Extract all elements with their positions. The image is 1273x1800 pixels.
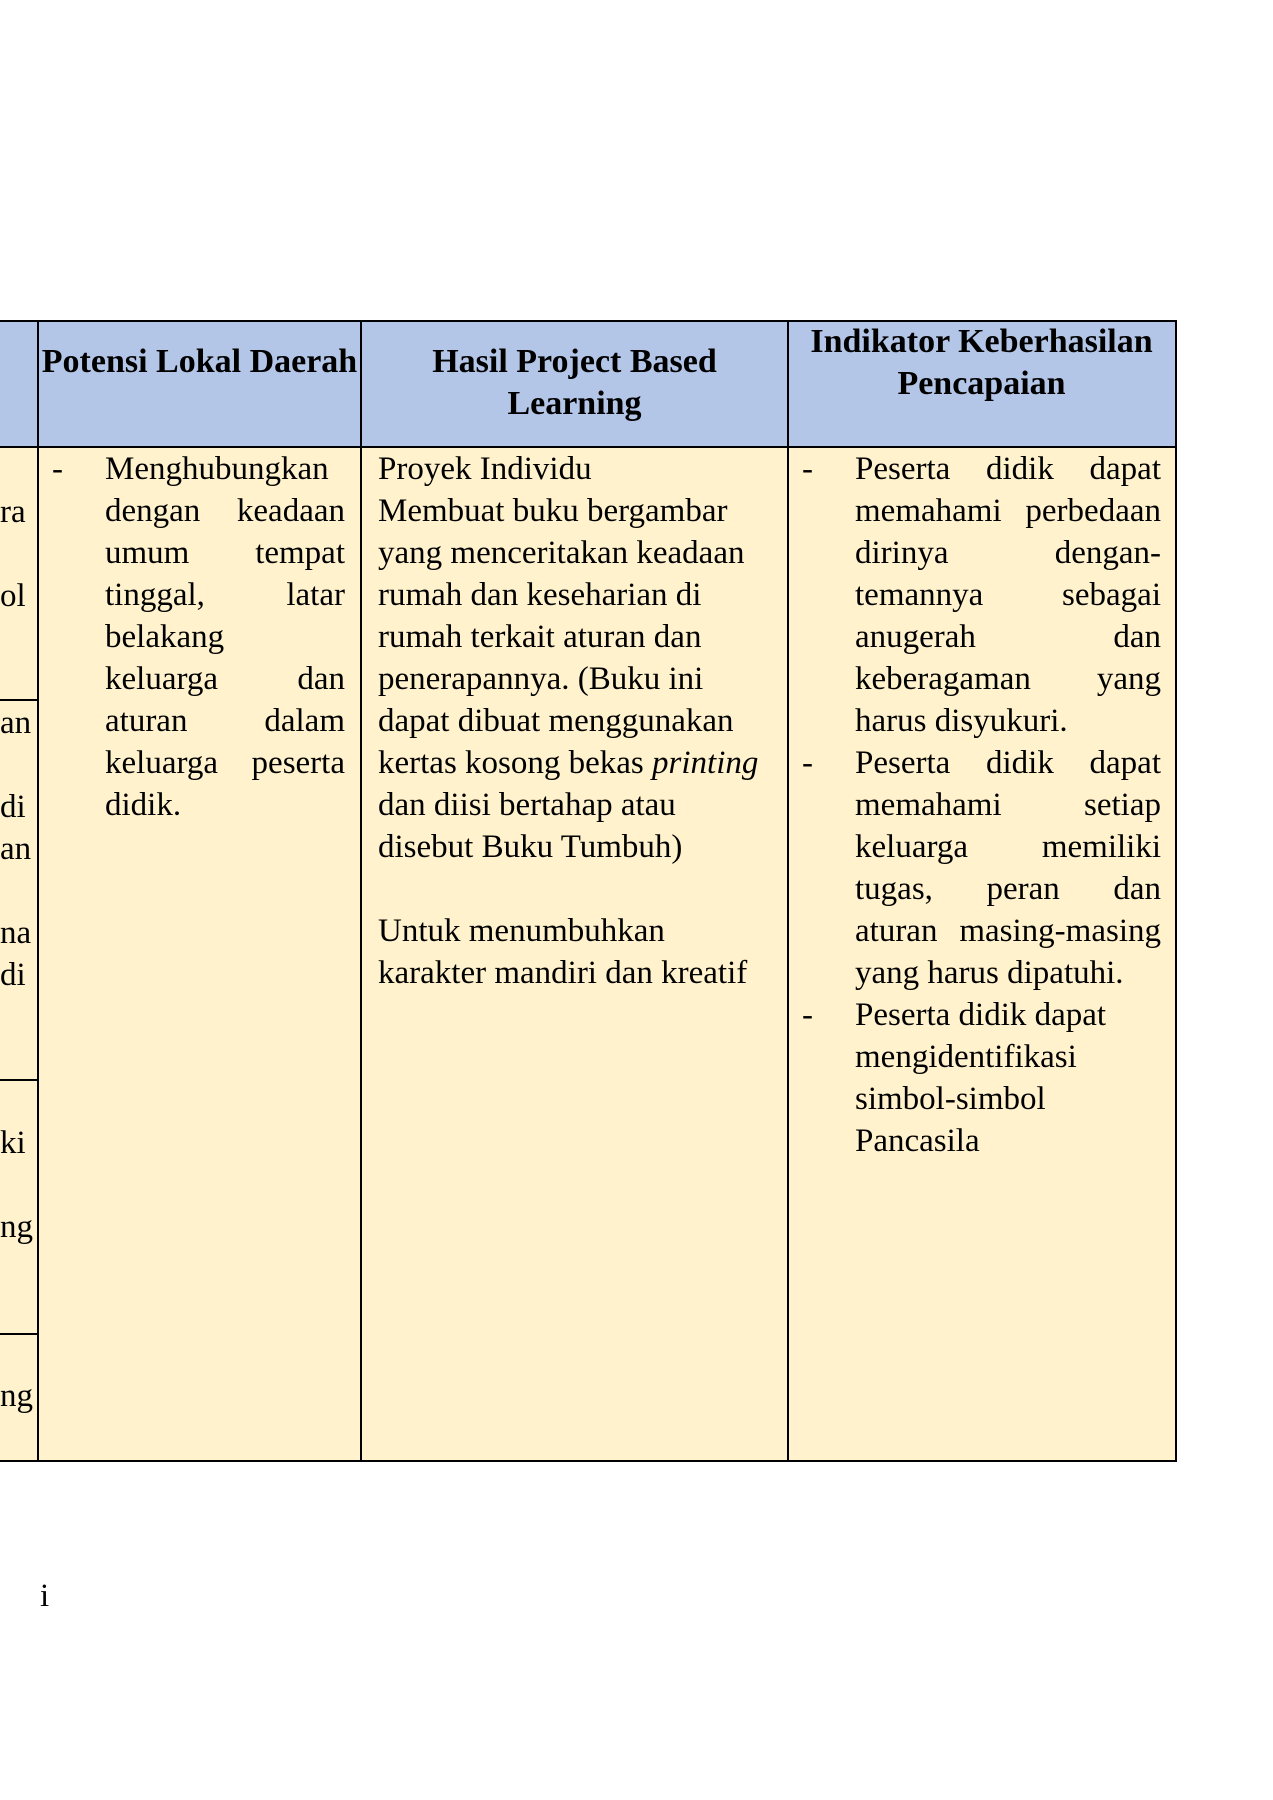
fragment-text: an [0,831,32,867]
fragment-text: ki [0,1125,26,1161]
fragment-text: ra [0,494,26,530]
potensi-text: Menghubungkan dengan keadaan umum tempat tinggal, latar belakang keluarga dan aturan dalam keluarga peserta didik. [105,451,345,823]
indikator-text: Peserta didik dapat mengidentifikasi simbol-simbol Pancasila [855,997,1107,1159]
indikator-item [800,742,1161,994]
hasil-italic-printing: printing [652,745,759,781]
hasil-description-a: Membuat buku bergambar yang menceritakan keadaan rumah dan keseharian di rumah terkait aturan dan penerapannya. [378,493,745,697]
hasil-goal: Untuk menumbuhkan karakter mandiri dan kreatif [378,913,748,991]
hasil-cell [378,448,778,994]
hasil-description [378,490,778,868]
indikator-item [800,994,1161,1162]
potensi-bullet-item [50,448,345,826]
hasil-description-b: (Buku ini dapat dibuat menggunakan kertas kosong bekas [378,661,734,781]
fragment-text: na [0,915,32,951]
hasil-title: Proyek Individu [378,451,592,487]
table-border-right [1175,320,1177,1462]
indikator-cell [800,448,1161,1162]
bullet-dash: - [802,745,813,781]
bullet-dash: - [802,997,813,1033]
fragment-text: ng [0,1209,33,1245]
fragment-text: ng [0,1378,33,1414]
indikator-text: Peserta didik dapat memahami setiap keluarga memiliki tugas, peran dan aturan masing-masing yang harus dipatuhi. [855,745,1161,991]
left-row-divider-3 [0,1333,38,1335]
left-row-divider-1 [0,699,38,701]
header-indikator: Indikator Keberhasilan Pencapaian [810,323,1153,402]
table-border-bottom [0,1460,1177,1462]
left-row-divider-2 [0,1079,38,1081]
fragment-text: di [0,957,26,993]
column-divider-2 [360,320,362,1462]
page-number: i [40,1578,50,1614]
column-divider-1 [37,320,39,1462]
hasil-description-c: dan diisi bertahap atau disebut Buku Tumbuh) [378,787,683,865]
competency-table [0,320,1177,1462]
potensi-cell [50,448,345,826]
bullet-dash: - [52,451,63,487]
column-divider-3 [787,320,789,1462]
fragment-text: an [0,705,32,741]
header-hasil-project: Hasil Project Based Learning [432,343,717,422]
indikator-item [800,448,1161,742]
indikator-text: Peserta didik dapat memahami perbedaan dirinya dengan-temannya sebagai anugerah dan keberagaman yang harus disyukuri. [855,451,1161,739]
fragment-text: ol [0,578,26,614]
header-potensi-lokal: Potensi Lokal Daerah [41,343,358,380]
fragment-text: di [0,789,26,825]
bullet-dash: - [802,451,813,487]
